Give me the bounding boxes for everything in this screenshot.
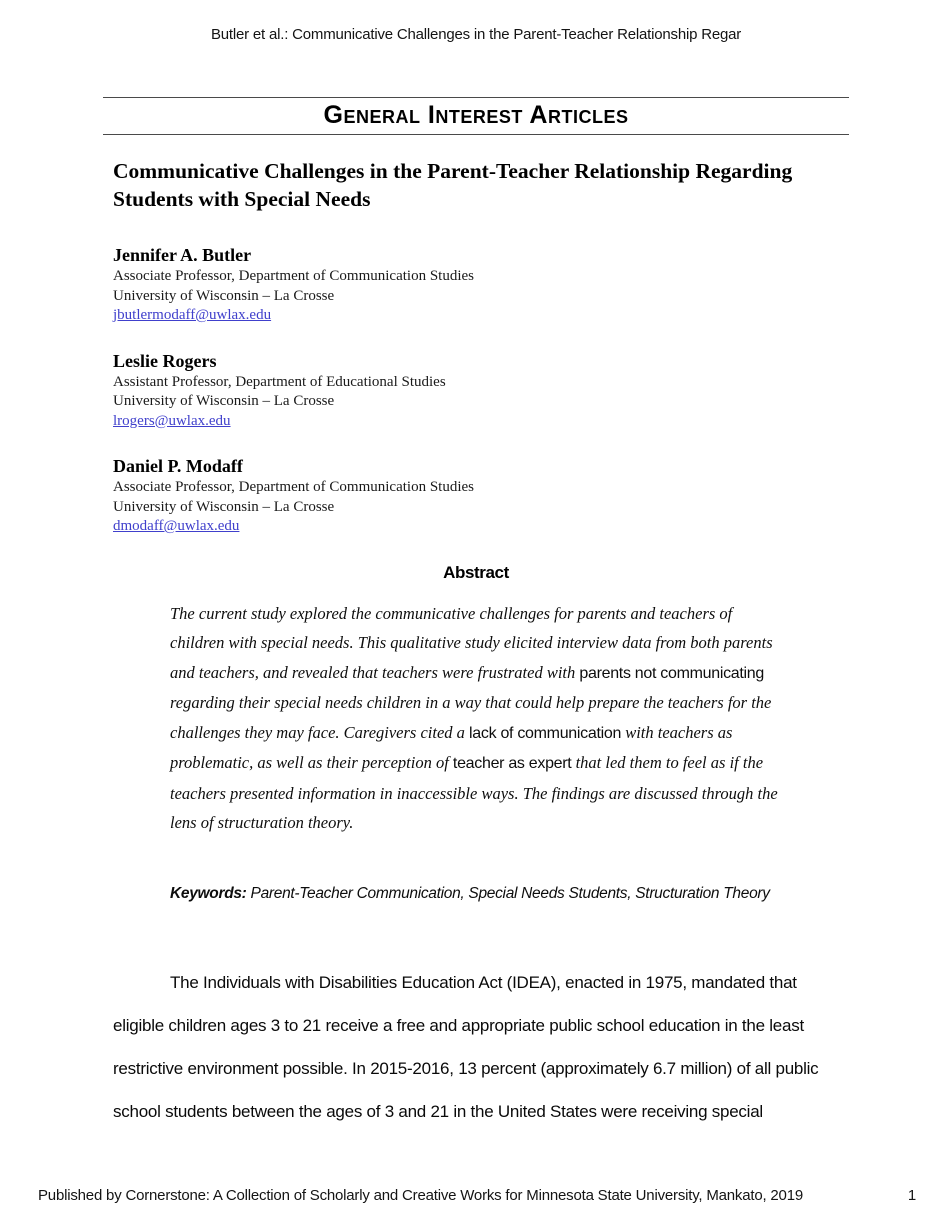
author-name: Jennifer A. Butler bbox=[113, 245, 252, 265]
keywords-line bbox=[170, 885, 782, 903]
abstract-segment: The current study explored the communicative challenges for parents and teachers of children with special needs. This qualitative study elicited interview data from both parents and teachers, and revealed that teachers were frustrated with bbox=[170, 603, 773, 682]
author-role: Assistant Professor, Department of Educational Studies bbox=[113, 373, 446, 390]
email-link[interactable]: jbutlermodaff@uwlax.edu bbox=[113, 307, 272, 323]
abstract-segment: lack of communication bbox=[469, 724, 626, 742]
section-title: General Interest Articles bbox=[323, 101, 629, 129]
author-name: Daniel P. Modaff bbox=[113, 456, 243, 476]
author-block bbox=[113, 349, 848, 432]
body-paragraph: The Individuals with Disabilities Education Act (IDEA), enacted in 1975, mandated that eligible children ages 3 to 21 receive a free and appropriate public school education in the least restrictive environment possible. In 2015-2016, 13 percent (approximately 6.7 million) of all public school students between the ages of 3 and 21 in the United States were receiving special bbox=[113, 972, 819, 1121]
abstract-segment: that led them to feel as if the teachers presented information in inaccessible ways. The findings are discussed through the lens of structuration theory. bbox=[170, 753, 778, 832]
keywords-text: Parent-Teacher Communication, Special Needs Students, Structuration Theory bbox=[246, 884, 770, 902]
abstract-heading: Abstract bbox=[443, 562, 509, 582]
footer-published-text: Published by Cornerstone: A Collection of Scholarly and Creative Works for Minnesota State University, Mankato, 2019 bbox=[38, 1187, 803, 1204]
banner-bottom-rule bbox=[103, 134, 849, 135]
running-header bbox=[0, 0, 952, 43]
abstract-segment: parents not communicating bbox=[579, 664, 764, 682]
abstract-segment: regarding their special needs children in a way that could help prepare the teachers for the challenges they may face. Caregivers cited a bbox=[170, 693, 772, 742]
author-university: University of Wisconsin – La Crosse bbox=[113, 287, 335, 304]
author-email bbox=[113, 306, 848, 326]
email-link[interactable]: dmodaff@uwlax.edu bbox=[113, 518, 240, 534]
author-list bbox=[113, 243, 848, 537]
abstract-text bbox=[170, 599, 780, 838]
author-role: Associate Professor, Department of Communication Studies bbox=[113, 479, 475, 495]
author-block bbox=[113, 454, 848, 537]
abstract-segment: teacher as expert bbox=[452, 755, 576, 772]
keywords-label: Keywords: bbox=[170, 884, 247, 902]
author-email bbox=[113, 517, 848, 537]
section-banner bbox=[103, 97, 849, 135]
author-university: University of Wisconsin – La Crosse bbox=[113, 393, 335, 409]
author-university: University of Wisconsin – La Crosse bbox=[113, 498, 335, 515]
author-name: Leslie Rogers bbox=[113, 350, 217, 371]
running-header-text: Butler et al.: Communicative Challenges in the Parent-Teacher Relationship Regar bbox=[210, 26, 742, 43]
author-email bbox=[113, 412, 848, 432]
author-role: Associate Professor, Department of Communication Studies bbox=[113, 268, 475, 284]
article-title: Communicative Challenges in the Parent-Teacher Relationship Regarding Students with Special Needs bbox=[113, 159, 793, 211]
email-link[interactable]: lrogers@uwlax.edu bbox=[113, 412, 231, 429]
author-block bbox=[113, 243, 848, 326]
page-number: 1 bbox=[907, 1187, 916, 1204]
abstract-segment: with teachers as problematic, as well as their perception of bbox=[170, 722, 733, 772]
